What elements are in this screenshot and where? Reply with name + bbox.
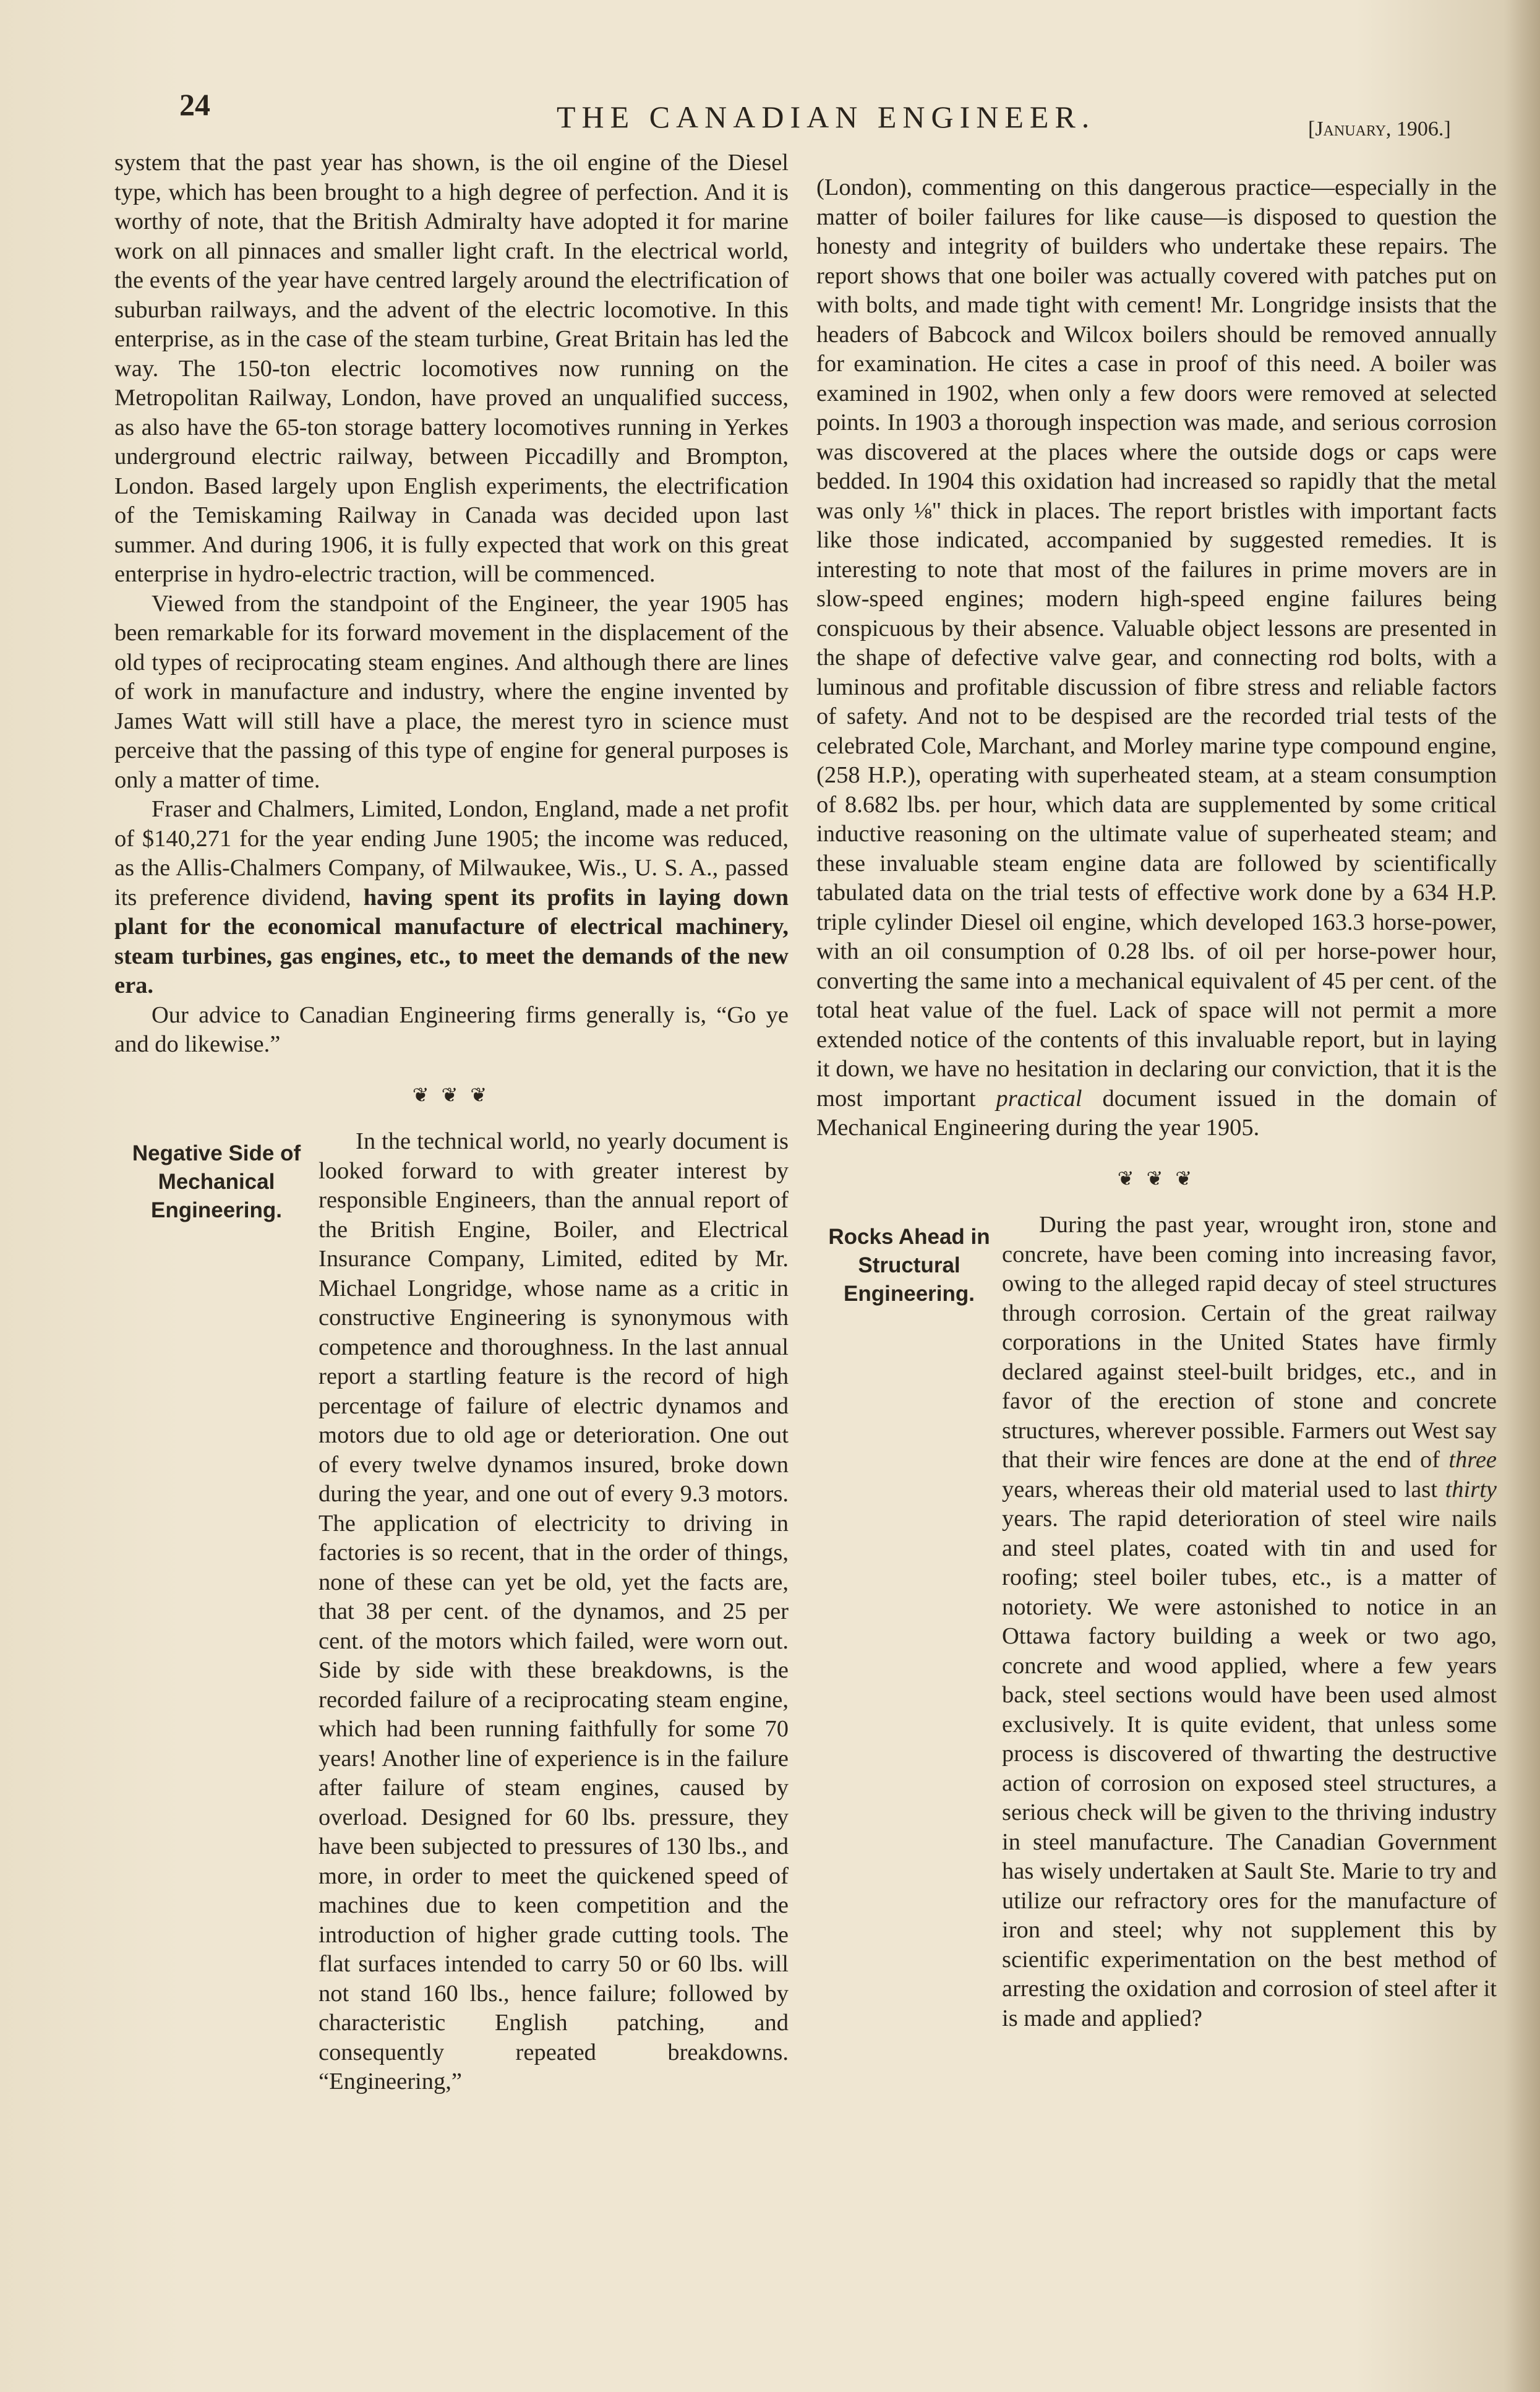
- paragraph-engineering-london: [816, 173, 1497, 1143]
- paragraph-oil-engine: system that the past year has shown, is the oil engine of the Diesel type, which has been brought to a high degree of perfection. And it is worthy of note, that the British Admiralty have adopted it for marine work on all pinnaces and smaller light craft. In the electrical world, the events of the year have centred largely around the electrification of suburban railways, and the advent of the electric locomotive. In this enterprise, as in the case of the steam turbine, Great Britain has led the way. The 150-ton electric locomotives now running on the Metropolitan Railway, London, have proved an unqualified success, as also have the 65-ton storage battery locomotives running in Yerkes underground electric railway, between Piccadilly and Brompton, London. Based largely upon English experiments, the electrification of the Temiskaming Railway in Canada was decided upon last summer. And during 1906, it is fully expected that work on this great enterprise in hydro-electric traction, will be commenced.: [114, 150, 789, 587]
- italic-practical: practical: [996, 1085, 1082, 1112]
- section-heading-rocks-ahead: Rocks Ahead in Structural Engineering.: [828, 1225, 990, 1306]
- section-rocks-ahead: [816, 1211, 1497, 2033]
- paragraph-engineer-standpoint: Viewed from the standpoint of the Engineer, the year 1905 has been remarkable for its forward movement in the displacement of the old types of reciprocating steam engines. And although there are lines of work in manufacture and industry, where the engine invented by James Watt will still have a place, the merest tyro in science must perceive that the passing of this type of engine for general purposes is only a matter of time.: [114, 590, 789, 793]
- rocks-ahead-text-b: years, whereas their old material used to last: [1002, 1476, 1438, 1503]
- right-column: [816, 173, 1497, 2033]
- negative-side-text: In the technical world, no yearly document is looked forward to with greater interest by responsible Engineers, than the annual report of the British Engine, Boiler, and Electrical Insurance Company, Limited, edited by Mr. Michael Longridge, whose name as a critic in constructive Engineering is synonymous with competence and thoroughness. In the last annual report a startling feature is the record of high percentage of failure of electric dynamos and motors due to old age or deterioration. One out of every twelve dynamos insured, broke down during the year, and one out of every 9.3 motors. The application of electricity to driving in factories is so recent, that in the order of things, none of these can yet be old, yet the facts are, that 38 per cent. of the dynamos, and 25 per cent. of the motors which failed, were worn out. Side by side with these breakdowns, is the recorded failure of a reciprocating steam engine, which had been running faithfully for some 70 years! Another line of experience is in the failure after failure of steam engines, caused by overload. Designed for 60 lbs. pressure, they have been subjected to pressures of 130 lbs., and more, in order to meet the quickened speed of machines due to keen competition and the introduction of higher grade cutting tools. The flat surfaces intended to carry 50 or 60 lbs. will not stand 160 lbs., hence failure; followed by characteristic English patching, and consequently repeated breakdowns. “Engineering,”: [319, 1128, 789, 2094]
- rocks-ahead-text: [1002, 1211, 1497, 2033]
- rocks-ahead-text-c: years. The rapid deterioration of steel wire nails and steel plates, coated with tin and used for roofing; steel boiler tubes, etc., is a matter of notoriety. We were astonished to notice in an Ottawa factory building a week or two ago, concrete and wood applied, where a few years back, steel sections would have been used almost exclusively. It is quite evident, that unless some process is discovered of thwarting the destructive action of corrosion on exposed steel structures, a serious check will be given to the thriving industry in steel manufacture. The Canadian Government has wisely undertaken at Sault Ste. Marie to try and utilize our refractory ores for the manufacture of iron and steel; why not supplement this by scientific experimentation on the best method of arresting the oxidation and corrosion of steel after it is made and applied?: [1002, 1506, 1497, 2031]
- fraser-chalmers-bold-text: having spent its profits in laying down plant for the economical manufacture of electrical machinery, steam turbines, gas engines, etc., to meet the demands of the new era.: [114, 884, 789, 998]
- section-rocks-ahead-body: [1002, 1211, 1497, 2033]
- issue-date: [January, 1906.]: [1308, 118, 1451, 140]
- page-header: [0, 80, 1540, 148]
- paragraph-fraser-chalmers: [114, 795, 789, 1001]
- binding-shadow: [1503, 0, 1540, 2392]
- fraser-chalmers-text: Fraser and Chalmers, Limited, London, England, made a net profit of $140,271 for the year ending June 1905; the income was reduced, as the Allis-Chalmers Company, of Milwaukee, Wis., U. S. A., passed its preference dividend,: [114, 796, 789, 911]
- engineering-london-text: (London), commenting on this dangerous practice—especially in the matter of boiler failures for like cause—is disposed to question the honesty and integrity of builders who undertake these repairs. The report shows that one boiler was actually covered with patches put on with bolts, and made tight with cement! Mr. Longridge insists that the headers of Babcock and Wilcox boilers should be removed annually for examination. He cites a case in proof of this need. A boiler was examined in 1902, when only a few doors were removed at selected points. In 1903 a thorough inspection was made, and serious corrosion was discovered at the places where the outside dogs or caps were bedded. In 1904 this oxidation had increased so rapidly that the metal was only ⅛" thick in places. The report bristles with important facts like those indicated, accompanied by suggested remedies. It is interesting to note that most of the failures in prime movers are in slow-speed engines; modern high-speed engine failures being conspicuous by their absence. Valuable object lessons are presented in the shape of defective valve gear, and connecting rod bolts, with a luminous and profitable discussion of fibre stress and reliable factors of safety. And not to be despised are the recorded trial tests of the celebrated Cole, Marchant, and Morley marine type compound engine, (258 H.P.), operating with superheated steam, at a steam consumption of 8.682 lbs. per hour, which data are supplemented by some critical inductive reasoning on the ultimate value of superheated steam; and these invaluable steam engine data are followed by scientifically tabulated data on the trial tests of effective work done by a 634 H.P. triple cylinder Diesel oil engine, which developed 163.3 horse-power, with an oil consumption of 0.28 lbs. of oil per horse-power hour, converting the same into a mechanical equivalent of 45 per cent. of the total heat value of the fuel. Lack of space will not permit a more extended notice of the contents of this invaluable report, but in laying it down, we have no hesitation in declaring our conviction, that it is the most important: [816, 174, 1497, 1112]
- page-number: 24: [179, 87, 210, 122]
- section-separator: ❦ ❦ ❦: [412, 1083, 491, 1106]
- rocks-ahead-text-a: During the past year, wrought iron, stone and concrete, have been coming into increasing favor, owing to the alleged rapid decay of steel structures through corrosion. Certain of the great railway corporations in the United States have firmly declared against steel-built bridges, etc., and in favor of the erection of stone and concrete structures, wherever possible. Farmers out West say that their wire fences are done at the end of: [1002, 1212, 1497, 1473]
- italic-three: three: [1448, 1447, 1497, 1473]
- journal-title: THE CANADIAN ENGINEER.: [557, 100, 1096, 134]
- engineering-london-text-end: document issued in the domain of Mechanical Engineering during the year 1905.: [816, 1085, 1497, 1141]
- section-heading-negative-side: Negative Side of Mechanical Engineering.: [132, 1141, 301, 1222]
- section-negative-side: [114, 1127, 789, 2097]
- section-negative-side-body: [319, 1127, 789, 2097]
- italic-thirty: thirty: [1445, 1476, 1497, 1503]
- section-separator-right: ❦ ❦ ❦: [1117, 1167, 1196, 1190]
- paragraph-advice: Our advice to Canadian Engineering firms generally is, “Go ye and do likewise.”: [114, 1001, 789, 1057]
- left-column: [114, 148, 789, 2097]
